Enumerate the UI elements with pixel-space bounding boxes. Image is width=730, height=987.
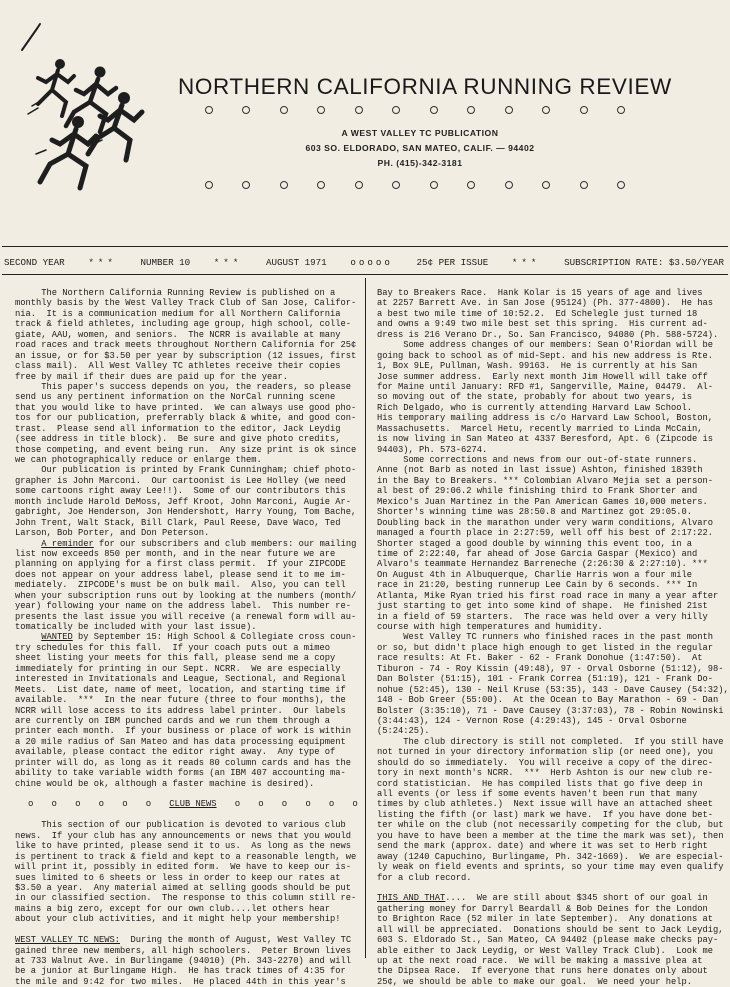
text-line: so moving out of the state, probably for about two years, is bbox=[377, 392, 693, 403]
text-line: Larson, Bob Porter, and Don Peterson. bbox=[15, 528, 210, 539]
text-line: the mile and 9:42 for two miles. He placed 44th in this year's bbox=[15, 976, 346, 987]
circle-marker: o bbox=[51, 799, 57, 810]
text-line: printer will do, as long as it reads 80 column cards and has the bbox=[15, 757, 352, 768]
text-line: should do so immediately. You will receive a copy of the direc- bbox=[377, 757, 714, 768]
text-line: just starting to get into some kind of shape. He finished 21st bbox=[377, 601, 708, 612]
circle-marker: o bbox=[234, 799, 241, 810]
text-line: WEST VALLEY TC NEWS: During the month of August, West Valley TC bbox=[15, 935, 352, 946]
text-line: you have to have been a member at the time the mark was set), then bbox=[377, 830, 724, 841]
text-line: that you would like to have printed. We can always use good pho- bbox=[15, 402, 357, 413]
subscription-rate: SUBSCRIPTION RATE: $3.50/YEAR bbox=[564, 256, 724, 268]
text-line: are currently on IBM punched cards and we run them through a bbox=[15, 715, 331, 726]
club-news-heading bbox=[28, 799, 358, 809]
text-line: Rich Delgado, who is currently attending Harvard Law School. bbox=[377, 402, 693, 413]
text-line: This paper's success depends on you, the readers, so please bbox=[15, 381, 352, 392]
text-line: Shorter's winning time was 28:50.8 and Martinez got 29:05.0. bbox=[377, 507, 693, 518]
text-line: managed a fourth place in 2:27:59, well off his best of 2:17:22. bbox=[377, 528, 714, 539]
text-line: planning on applying for a first class permit. If your ZIPCODE bbox=[15, 559, 346, 570]
text-line: $3.50 a year. Any material aimed at selling goods should be put bbox=[15, 882, 352, 893]
text-line: Our publication is printed by Frank Cunningham; chief photo- bbox=[15, 465, 357, 476]
text-line: to Brighton Race (52 miler in late September). Any donations at bbox=[377, 914, 714, 925]
text-line: Anne (not Barb as noted in last issue) Ashton, finished 1839th bbox=[377, 465, 703, 476]
text-line: send the mark (approx. date) and where it was set to Herb right bbox=[377, 841, 708, 852]
text-line: gained three new members, all high schoolers. Peter Brown lives bbox=[15, 945, 352, 956]
text-line: when your subscription runs out by looking at the numbers (month/ bbox=[15, 590, 357, 601]
text-line bbox=[15, 789, 360, 799]
text-line: gabright, Joe Henderson, Jon Hendershott, Harry Young, Tom Bache, bbox=[15, 507, 357, 518]
circle-marker: o bbox=[145, 799, 152, 810]
text-line: at 2257 Barrett Ave. in San Jose (95124) (Ph. 377-4800). He has bbox=[377, 298, 714, 309]
text-line: about your club activities, and it might help your membership! bbox=[15, 914, 341, 925]
star-separator: *** bbox=[213, 256, 243, 268]
text-line: all events (or less if some events haven't been run that many bbox=[377, 789, 698, 799]
text-line: tomatically be included with your last issue). bbox=[15, 622, 257, 632]
decorative-circle-row bbox=[205, 181, 625, 189]
star-separator: *** bbox=[511, 256, 541, 268]
circle-marker: o bbox=[281, 799, 288, 810]
text-line: The Northern California Running Review is published on a bbox=[15, 288, 336, 298]
text-line: for a club record. bbox=[377, 872, 472, 883]
text-line: trast. Please send all information to the editor, Jack Leydig bbox=[15, 423, 341, 434]
text-line: for Maine until January: RFD #1, Sangerville, Maine, 04479. Al- bbox=[377, 381, 714, 392]
text-line: is pertinent to track & field and kept to a reasonable length, we bbox=[15, 851, 357, 862]
issue-number: NUMBER 10 bbox=[140, 256, 191, 268]
text-line bbox=[15, 810, 360, 820]
text-line: year) following your name on the address label. This number re- bbox=[15, 601, 352, 612]
text-line: month include Harold DeMoss, Jeff Kroot, John Marconi, Augie Ar- bbox=[15, 496, 352, 507]
header-rule-bottom bbox=[2, 274, 728, 275]
text-line: away (1240 Capuchino, Burlingame, Ph. 342-1669). We are especial- bbox=[377, 851, 724, 862]
text-line: A reminder for our subscribers and club members: our mailing bbox=[41, 538, 357, 549]
text-line: grapher is John Marconi. Our cartoonist is Lee Holley (we need bbox=[15, 475, 346, 486]
circle-marker: o bbox=[328, 799, 335, 810]
header-rule-top bbox=[2, 246, 728, 247]
text-line: giate, AAU, women, and seniors. The NCRR is available at many bbox=[15, 329, 341, 340]
text-line: list now exceeds 850 per month, and in the near future we are bbox=[15, 548, 336, 559]
text-line: chine would be ok, although a faster machine is desired). bbox=[15, 778, 315, 789]
text-line: able either to Jack Leydig, or West Valley Track Club). Look me bbox=[377, 945, 714, 956]
text-line: (see address in title block). Be sure and give photo credits, bbox=[15, 434, 341, 445]
right-column-text bbox=[377, 288, 729, 987]
text-line: course with high temperatures and humidity. bbox=[377, 622, 603, 632]
address-line: 603 SO. ELDORADO, SAN MATEO, CALIF. — 94402 bbox=[305, 143, 535, 153]
text-line: NCRR will lose access to its address label printer. Our labels bbox=[15, 705, 346, 716]
text-line: nia. It is a communication medium for all Northern California bbox=[15, 308, 341, 319]
text-line: Atlanta, Mike Ryan tried his first road race in many a year after bbox=[377, 590, 719, 601]
text-line: up at the next road race. We will be making a massive plea at bbox=[377, 956, 703, 966]
text-line: road races and track meets throughout Northern California for 25¢ bbox=[15, 340, 357, 351]
text-line: WANTED by September 15: High School & Collegiate cross coun- bbox=[41, 632, 357, 643]
issue-price: 25¢ PER ISSUE bbox=[416, 256, 489, 268]
publisher-line: A WEST VALLEY TC PUBLICATION bbox=[341, 128, 499, 138]
text-line: sheet listing your meets for this fall, please send me a copy bbox=[15, 653, 336, 664]
text-line: tos for our publication, preferrably black & white, and good con- bbox=[15, 413, 357, 424]
text-line: nohue (52:45), 130 - Neil Kruse (53:35), 143 - Dave Causey (54:32), bbox=[377, 684, 729, 695]
left-column-text bbox=[15, 288, 360, 987]
text-line: tory in next month's NCRR. *** Herb Ashton is our new club re- bbox=[377, 768, 714, 779]
text-line: those competing, and event being run. Any size print is ok since bbox=[15, 444, 357, 455]
text-line: interested in Invitationals and League, Sectional, and Regional bbox=[15, 674, 346, 685]
text-line: or so, but didn't place high enough to get listed in the regular bbox=[377, 642, 714, 653]
circle-marker: o bbox=[75, 799, 81, 810]
circle-marker: o bbox=[258, 799, 264, 810]
text-line: monthly basis by the West Valley Track Club of San Jose, Califor- bbox=[15, 298, 357, 309]
issue-date: AUGUST 1971 bbox=[266, 256, 327, 268]
club-news-title: CLUB NEWS bbox=[169, 799, 217, 810]
text-line: class mail). All West Valley TC athletes receive their copies bbox=[15, 361, 341, 372]
text-line: in a field of 59 starters. The race was held over a very hilly bbox=[377, 611, 708, 622]
text-line: Mexico's Juan Martinez in the Pan American Games 10,000 meters. bbox=[377, 496, 708, 507]
text-line: will print it, possibly in edited form. We have to keep our is- bbox=[15, 862, 352, 873]
text-line: available, please contact the editor right away. Any type of bbox=[15, 747, 336, 758]
text-line: (5:24:25). bbox=[377, 726, 430, 737]
text-line: The club directory is still not completed. If you still have bbox=[377, 736, 724, 747]
text-line: track & field athletes, including age group, high school, colle- bbox=[15, 319, 352, 330]
circle-separator: ooooo bbox=[350, 256, 393, 268]
text-line: some cartoons right away Lee!!). Some of our contributors this bbox=[15, 486, 346, 497]
text-line: sues limited to 6 sheets or less in order to keep our rates at bbox=[15, 872, 341, 883]
text-line: This section of our publication is devoted to various club bbox=[15, 820, 346, 831]
text-line: cord statistician. He has compiled lists that go five deep in bbox=[377, 778, 703, 789]
text-line: ability to take variable width forms (an IBM 407 accounting ma- bbox=[15, 768, 346, 779]
text-line: time of 2:22:40, far ahead of Jose Garcia Gaspar (Mexico) and bbox=[377, 548, 698, 559]
issue-info-bar bbox=[4, 254, 724, 270]
text-line: send us any pertinent information on the NorCal running scene bbox=[15, 392, 336, 403]
text-line: listing the fifth (or last) mark we have. If you have done bet- bbox=[377, 809, 714, 820]
newsletter-title: NORTHERN CALIFORNIA RUNNING REVIEW bbox=[178, 74, 672, 99]
text-line: mains a big zero, except for our own club....let others hear bbox=[15, 903, 331, 914]
circle-marker: o bbox=[98, 799, 105, 810]
text-line: in the Bay to Breakers. *** Colombian Alvaro Mejia set a person- bbox=[377, 475, 714, 486]
runners-logo-drawing bbox=[8, 4, 160, 204]
text-line: Alvaro's teammate Hernandez Barreneche (2:26:30 & 2:27:10). *** bbox=[377, 559, 708, 570]
text-line: 148 - Bob Greer (55:00). At the Ocean to Bay Marathon - 69 - Dan bbox=[377, 695, 719, 706]
text-line: presents the last issue you will receive (a renewal form will au- bbox=[15, 611, 357, 622]
text-line: be a junior at Burlingame High. He has track times of 4:35 for bbox=[15, 966, 346, 977]
text-line: 1, Box 9LE, Pullman, Wash. 99163. He is currently at his San bbox=[377, 361, 698, 372]
text-line: Bolster (3:35:10), 71 - Dave Causey (3:37:03), 78 - Robin Nowinski bbox=[377, 705, 724, 716]
text-line: John Trent, Walt Stack, Bill Clark, Paul Reese, Dave Waco, Ted bbox=[15, 517, 341, 528]
text-line: His temporary mailing address is c/o Harvard Law School, Boston, bbox=[377, 413, 714, 424]
text-line: is now living in San Mateo at 4337 Beresford, Apt. 6 (Zipcode is bbox=[377, 434, 714, 445]
text-line: ter while on the club (not necessarily competing for the club, but bbox=[377, 820, 724, 831]
text-line: like to have printed, please send it to us. As long as the news bbox=[15, 841, 352, 852]
text-line: at 733 Walnut Ave. in Burlingame (94010) (Ph. 343-2270) and will bbox=[15, 956, 352, 966]
text-line: a best two mile time of 10:52.2. Ed Schelegle just turned 18 bbox=[377, 308, 698, 319]
circle-marker: o bbox=[352, 799, 358, 810]
text-line: times by club athletes.) Next issue will have an attached sheet bbox=[377, 799, 714, 810]
text-line: Doubling back in the marathon under very warm conditions, Alvaro bbox=[377, 517, 714, 528]
issue-year: SECOND YEAR bbox=[4, 256, 65, 268]
text-line: THIS AND THAT.... We are still about $345 short of our goal in bbox=[377, 893, 708, 904]
text-line: Meets. List date, name of meet, location, and starting time if bbox=[15, 684, 346, 695]
text-line: (3:44:43), 124 - Vernon Rose (4:29:43), 145 - Orval Osborne bbox=[377, 715, 687, 726]
text-line: try schedules for this fall. If your coach puts out a mimeo bbox=[15, 642, 331, 653]
text-line: al best of 29:06.2 while finishing third to Frank Shorter and bbox=[377, 486, 698, 497]
text-line: Jose summer address. Early next month Jim Howell will take off bbox=[377, 371, 708, 382]
text-line: news. If your club has any announcements or news that you would bbox=[15, 830, 352, 841]
text-line: Some corrections and news from our out-of-state runners. bbox=[377, 455, 698, 465]
text-line: dress is 216 Verano Dr., So. San Francisco, 94080 (Ph. 588-5724). bbox=[377, 329, 719, 340]
text-line: On August 4th in Albuquerque, Charlie Harris won a four mile bbox=[377, 569, 693, 580]
text-line: race results: At Ft. Baker - 62 - Frank Donohue (1:47:50). At bbox=[377, 653, 703, 664]
text-line: the Dipsea Race. If everyone that runs here donates only about bbox=[377, 966, 708, 977]
text-line: all will be appreciated. Donations should be sent to Jack Leydig, bbox=[377, 924, 724, 935]
text-line: mediately. ZIPCODE's must be on bulk mail. Also, you can tell bbox=[15, 580, 346, 591]
star-separator: *** bbox=[88, 256, 117, 268]
text-line: ly weak on field events and sprints, so your time may even qualify bbox=[377, 862, 724, 873]
text-line: Tiburon - 74 - Roy Kissin (49:48), 97 - Orval Osborne (51:12), 98- bbox=[377, 663, 724, 674]
text-line: we can photographically reduce or enlarge them. bbox=[15, 455, 262, 465]
text-line bbox=[15, 925, 360, 935]
phone-line: PH. (415)-342-3181 bbox=[377, 158, 463, 168]
text-line: Some address changes of our members: Sean O'Riordan will be bbox=[377, 340, 714, 351]
circle-marker: o bbox=[28, 799, 34, 810]
text-line: an issue, or for $3.50 per year by subscription (12 issues, first bbox=[15, 350, 357, 361]
text-line: race in 21:20, besting runnerup Lee Cain by 6 seconds. *** In bbox=[377, 580, 698, 591]
text-line: Bay to Breakers Race. Hank Kolar is 15 years of age and lives bbox=[377, 288, 703, 298]
text-line: Shorter staged a good double by winning this event too, in a bbox=[377, 538, 693, 549]
circle-marker: o bbox=[305, 799, 311, 810]
text-line: a 20 mile radius of San Mateo and has data processing equipment bbox=[15, 736, 346, 747]
text-line bbox=[377, 883, 717, 893]
text-line: not turned in your directory information slip (or need one), you bbox=[377, 747, 714, 758]
text-line: Massachusetts. Marcel Hetu, recently married to Linda McCain, bbox=[377, 423, 703, 434]
text-line: and owns a 9:49 two mile best set this spring. His current ad- bbox=[377, 319, 708, 330]
text-line: free by mail if their dues are paid up for the year. bbox=[15, 371, 289, 382]
text-line: 603 S. Eldorado St., San Mateo, CA 94402 (please make checks pay- bbox=[377, 935, 719, 946]
text-line: in our classified section. The response to this column still re- bbox=[15, 893, 357, 904]
text-line: available. *** In the near future (three to four months), the bbox=[15, 695, 346, 706]
text-line: 25¢, we should be able to make our goal. We need your help. bbox=[377, 976, 693, 987]
circle-marker: o bbox=[122, 799, 128, 810]
text-line: does not appear on your address label, please send it to me im- bbox=[15, 569, 346, 580]
decorative-circle-row bbox=[205, 106, 625, 114]
text-line: going back to school as of mid-Sept. and his new address is Rte. bbox=[377, 350, 714, 361]
text-line: West Valley TC runners who finished races in the past month bbox=[377, 632, 714, 643]
text-line: printer each month. If your business or place of work is within bbox=[15, 726, 352, 737]
text-line: 94403), Ph. 573-6274. bbox=[377, 444, 488, 455]
text-line: immediately for printing in our Sept. NCRR. We are especially bbox=[15, 663, 341, 674]
text-line: Dan Bolster (51:15), 101 - Frank Correa (51:19), 121 - Frank Do- bbox=[377, 674, 714, 685]
column-divider bbox=[365, 278, 366, 958]
text-line: gathering money for Darryl Beardall & Bob Deines for the London bbox=[377, 903, 708, 914]
